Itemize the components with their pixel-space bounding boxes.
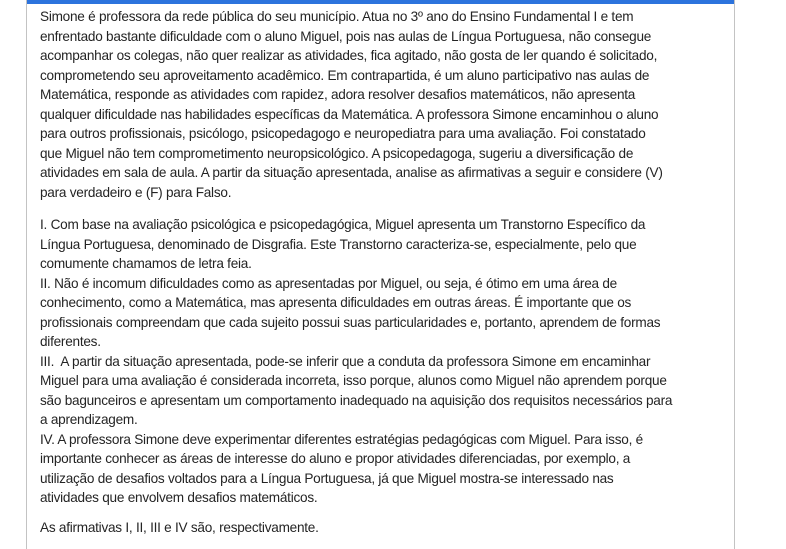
text-line: Simone é professora da rede pública do seu município. Atua no 3º ano do Ensino Fundamental I e tem <box>40 9 634 24</box>
closing-line-wrap <box>40 518 728 538</box>
text-line: acompanhar os colegas, não quer realizar as atividades, fica agitado, não gosta de ler quando é solicitado, <box>40 48 658 63</box>
text-line: atividades em sala de aula. A partir da situação apresentada, analise as afirmativas a seguir e considere (V) <box>40 165 663 180</box>
question-content <box>27 4 734 537</box>
text-line: comprometendo seu aproveitamento acadêmico. Em contrapartida, é um aluno participativo nas aulas de <box>40 67 650 83</box>
statement-i-line: I. Com base na avaliação psicológica e psicopedagógica, Miguel apresenta um Transtorno Específico da <box>40 217 646 232</box>
statement-ii-line: diferentes. <box>40 334 101 349</box>
text-line: Matemática, responde as atividades com rapidez, adora resolver desafios matemáticos, não apresenta <box>40 87 636 102</box>
closing-line: As afirmativas I, II, III e IV são, respectivamente. <box>40 519 319 535</box>
text-line: para verdadeiro e (F) para Falso. <box>40 184 232 200</box>
statement-iii-line: III. A partir da situação apresentada, pode-se inferir que a conduta da professora Simone em encaminhar <box>40 353 651 369</box>
statement-ii-line: II. Não é incomum dificuldades como as apresentadas por Miguel, ou seja, é ótimo em uma área de <box>40 275 617 291</box>
statement-iii-line: são bagunceiros e apresentam um comportamento inadequado na aquisição dos requisitos necessários para <box>40 392 673 408</box>
statement-ii-line: conhecimento, como a Matemática, mas apresenta dificuldades em outras áreas. É importante que os <box>40 295 632 310</box>
question-panel <box>26 0 735 549</box>
text-line: enfrentado bastante dificuldade com o aluno Miguel, pois nas aulas de Língua Portuguesa, não consegue <box>40 28 652 44</box>
statement-i-line: comumente chamamos de letra feia. <box>40 256 252 271</box>
statement-ii-line: profissionais compreendam que cada sujeito possui suas particularidades e, portanto, aprendem de formas <box>40 314 661 330</box>
statement-iii-line: Miguel para uma avaliação é considerada incorreta, isso porque, alunos como Miguel não aprendem porque <box>40 373 667 388</box>
scenario-paragraph <box>40 7 728 202</box>
statement-iii-line: a aprendizagem. <box>40 412 138 427</box>
statement-i-line: Língua Portuguesa, denominado de Disgrafia. Este Transtorno caracteriza-se, especialmente, pelo que <box>40 236 637 252</box>
text-line: para outros profissionais, psicólogo, psicopedagogo e neuropediatra para uma avaliação. Foi constatado <box>40 126 646 141</box>
statements-list <box>40 215 728 508</box>
statement-iv-line: utilização de desafios voltados para a Língua Portuguesa, já que Miguel mostra-se interessado nas <box>40 470 614 486</box>
text-line: que Miguel não tem comprometimento neuropsicológico. A psicopedagoga, sugeriu a diversificação de <box>40 145 634 161</box>
text-line: qualquer dificuldade nas habilidades específicas da Matemática. A professora Simone encaminhou o aluno <box>40 106 659 122</box>
statement-iv-line: importante conhecer as áreas de interesse do aluno e propor atividades diferenciadas, por exemplo, a <box>40 451 631 466</box>
statement-iv-line: IV. A professora Simone deve experimentar diferentes estratégias pedagógicas com Miguel. Para isso, é <box>40 431 643 447</box>
statement-iv-line: atividades que envolvem desafios matemáticos. <box>40 490 318 505</box>
